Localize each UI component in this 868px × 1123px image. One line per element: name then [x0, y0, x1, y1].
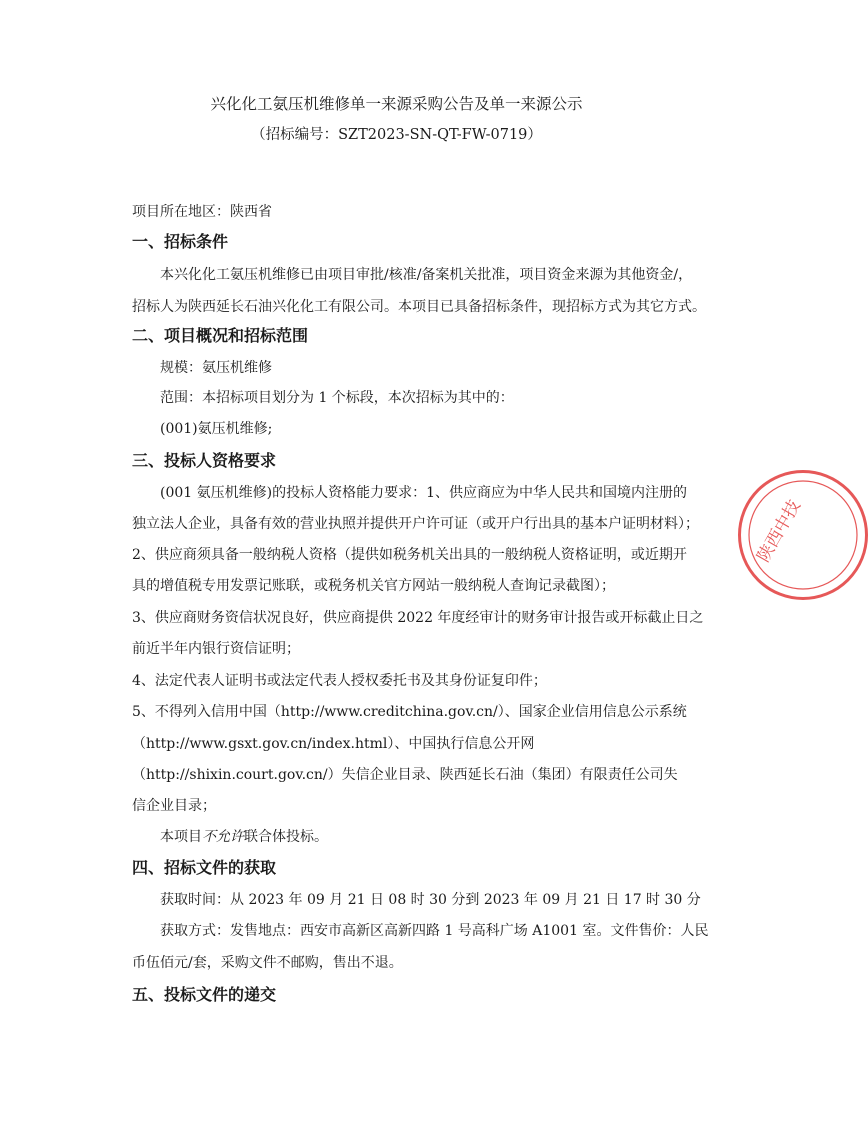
section-1-heading: 一、招标条件 — [132, 232, 229, 251]
s2-lot: (001)氨压机维修; — [160, 421, 273, 437]
s3-req4: 4、法定代表人证明书或法定代表人授权委托书及其身份证复印件； — [132, 673, 547, 689]
section-2-heading: 二、项目概况和招标范围 — [132, 326, 309, 345]
consortium-emphasis: 不允许 — [202, 829, 244, 845]
project-region: 项目所在地区：陕西省 — [132, 204, 272, 220]
bid-number: （招标编号：SZT2023-SN-QT-FW-0719） — [251, 127, 542, 143]
s3-req2-line2: 具的增值税专用发票记账联，或税务机关官方网站一般纳税人查询记录截图）； — [132, 578, 615, 594]
section-4-heading: 四、招标文件的获取 — [132, 858, 277, 877]
consortium-prefix: 本项目 — [160, 829, 202, 845]
s3-req5-line2: （http://www.gsxt.gov.cn/index.html）、中国执行信息公开网 — [132, 736, 535, 752]
s1-paragraph-line1: 本兴化化工氨压机维修已由项目审批/核准/备案机关批准，项目资金来源为其他资金/， — [160, 267, 693, 283]
s3-req5-line1: 5、不得列入信用中国（http://www.creditchina.gov.cn/）、国家企业信用信息公示系统 — [132, 704, 687, 720]
s2-scope: 范围：本招标项目划分为 1 个标段，本次招标为其中的： — [160, 390, 514, 406]
seal-text: 陕西中技 — [753, 496, 805, 566]
s3-req5-line3: （http://shixin.court.gov.cn/）失信企业目录、陕西延长石油（集团）有限责任公司失 — [132, 767, 678, 783]
s3-req5-line4: 信企业目录； — [132, 798, 216, 814]
seal-graphic — [741, 473, 865, 597]
s3-req1-line1: (001 氨压机维修)的投标人资格能力要求：1、供应商应为中华人民共和国境内注册的 — [160, 485, 688, 501]
section-3-heading: 三、投标人资格要求 — [132, 451, 277, 470]
s2-scale: 规模：氨压机维修 — [160, 360, 272, 376]
company-seal-stamp — [738, 470, 868, 600]
s3-consortium — [160, 828, 328, 846]
s4-method-line2: 币伍佰元/套，采购文件不邮购，售出不退。 — [132, 955, 403, 971]
s1-paragraph-line2: 招标人为陕西延长石油兴化化工有限公司。本项目已具备招标条件，现招标方式为其它方式。 — [132, 299, 706, 315]
s3-req1-line2: 独立法人企业，具备有效的营业执照并提供开户许可证（或开户行出具的基本户证明材料）； — [132, 516, 699, 532]
s3-req3-line2: 前近半年内银行资信证明； — [132, 641, 300, 657]
s3-req2-line1: 2、供应商须具备一般纳税人资格（提供如税务机关出具的一般纳税人资格证明，或近期开 — [132, 547, 687, 563]
section-5-heading: 五、投标文件的递交 — [132, 985, 277, 1004]
s4-method-line1: 获取方式：发售地点：西安市高新区高新四路 1 号高科广场 A1001 室。文件售价：人民 — [160, 923, 709, 939]
doc-title: 兴化化工氨压机维修单一来源采购公告及单一来源公示 — [210, 95, 583, 113]
consortium-suffix: 联合体投标。 — [244, 829, 328, 845]
s3-req3-line1: 3、供应商财务资信状况良好，供应商提供 2022 年度经审计的财务审计报告或开标截止日之 — [132, 610, 704, 626]
s4-time: 获取时间：从 2023 年 09 月 21 日 08 时 30 分到 2023 年 09 月 21 日 17 时 30 分 — [160, 892, 701, 908]
